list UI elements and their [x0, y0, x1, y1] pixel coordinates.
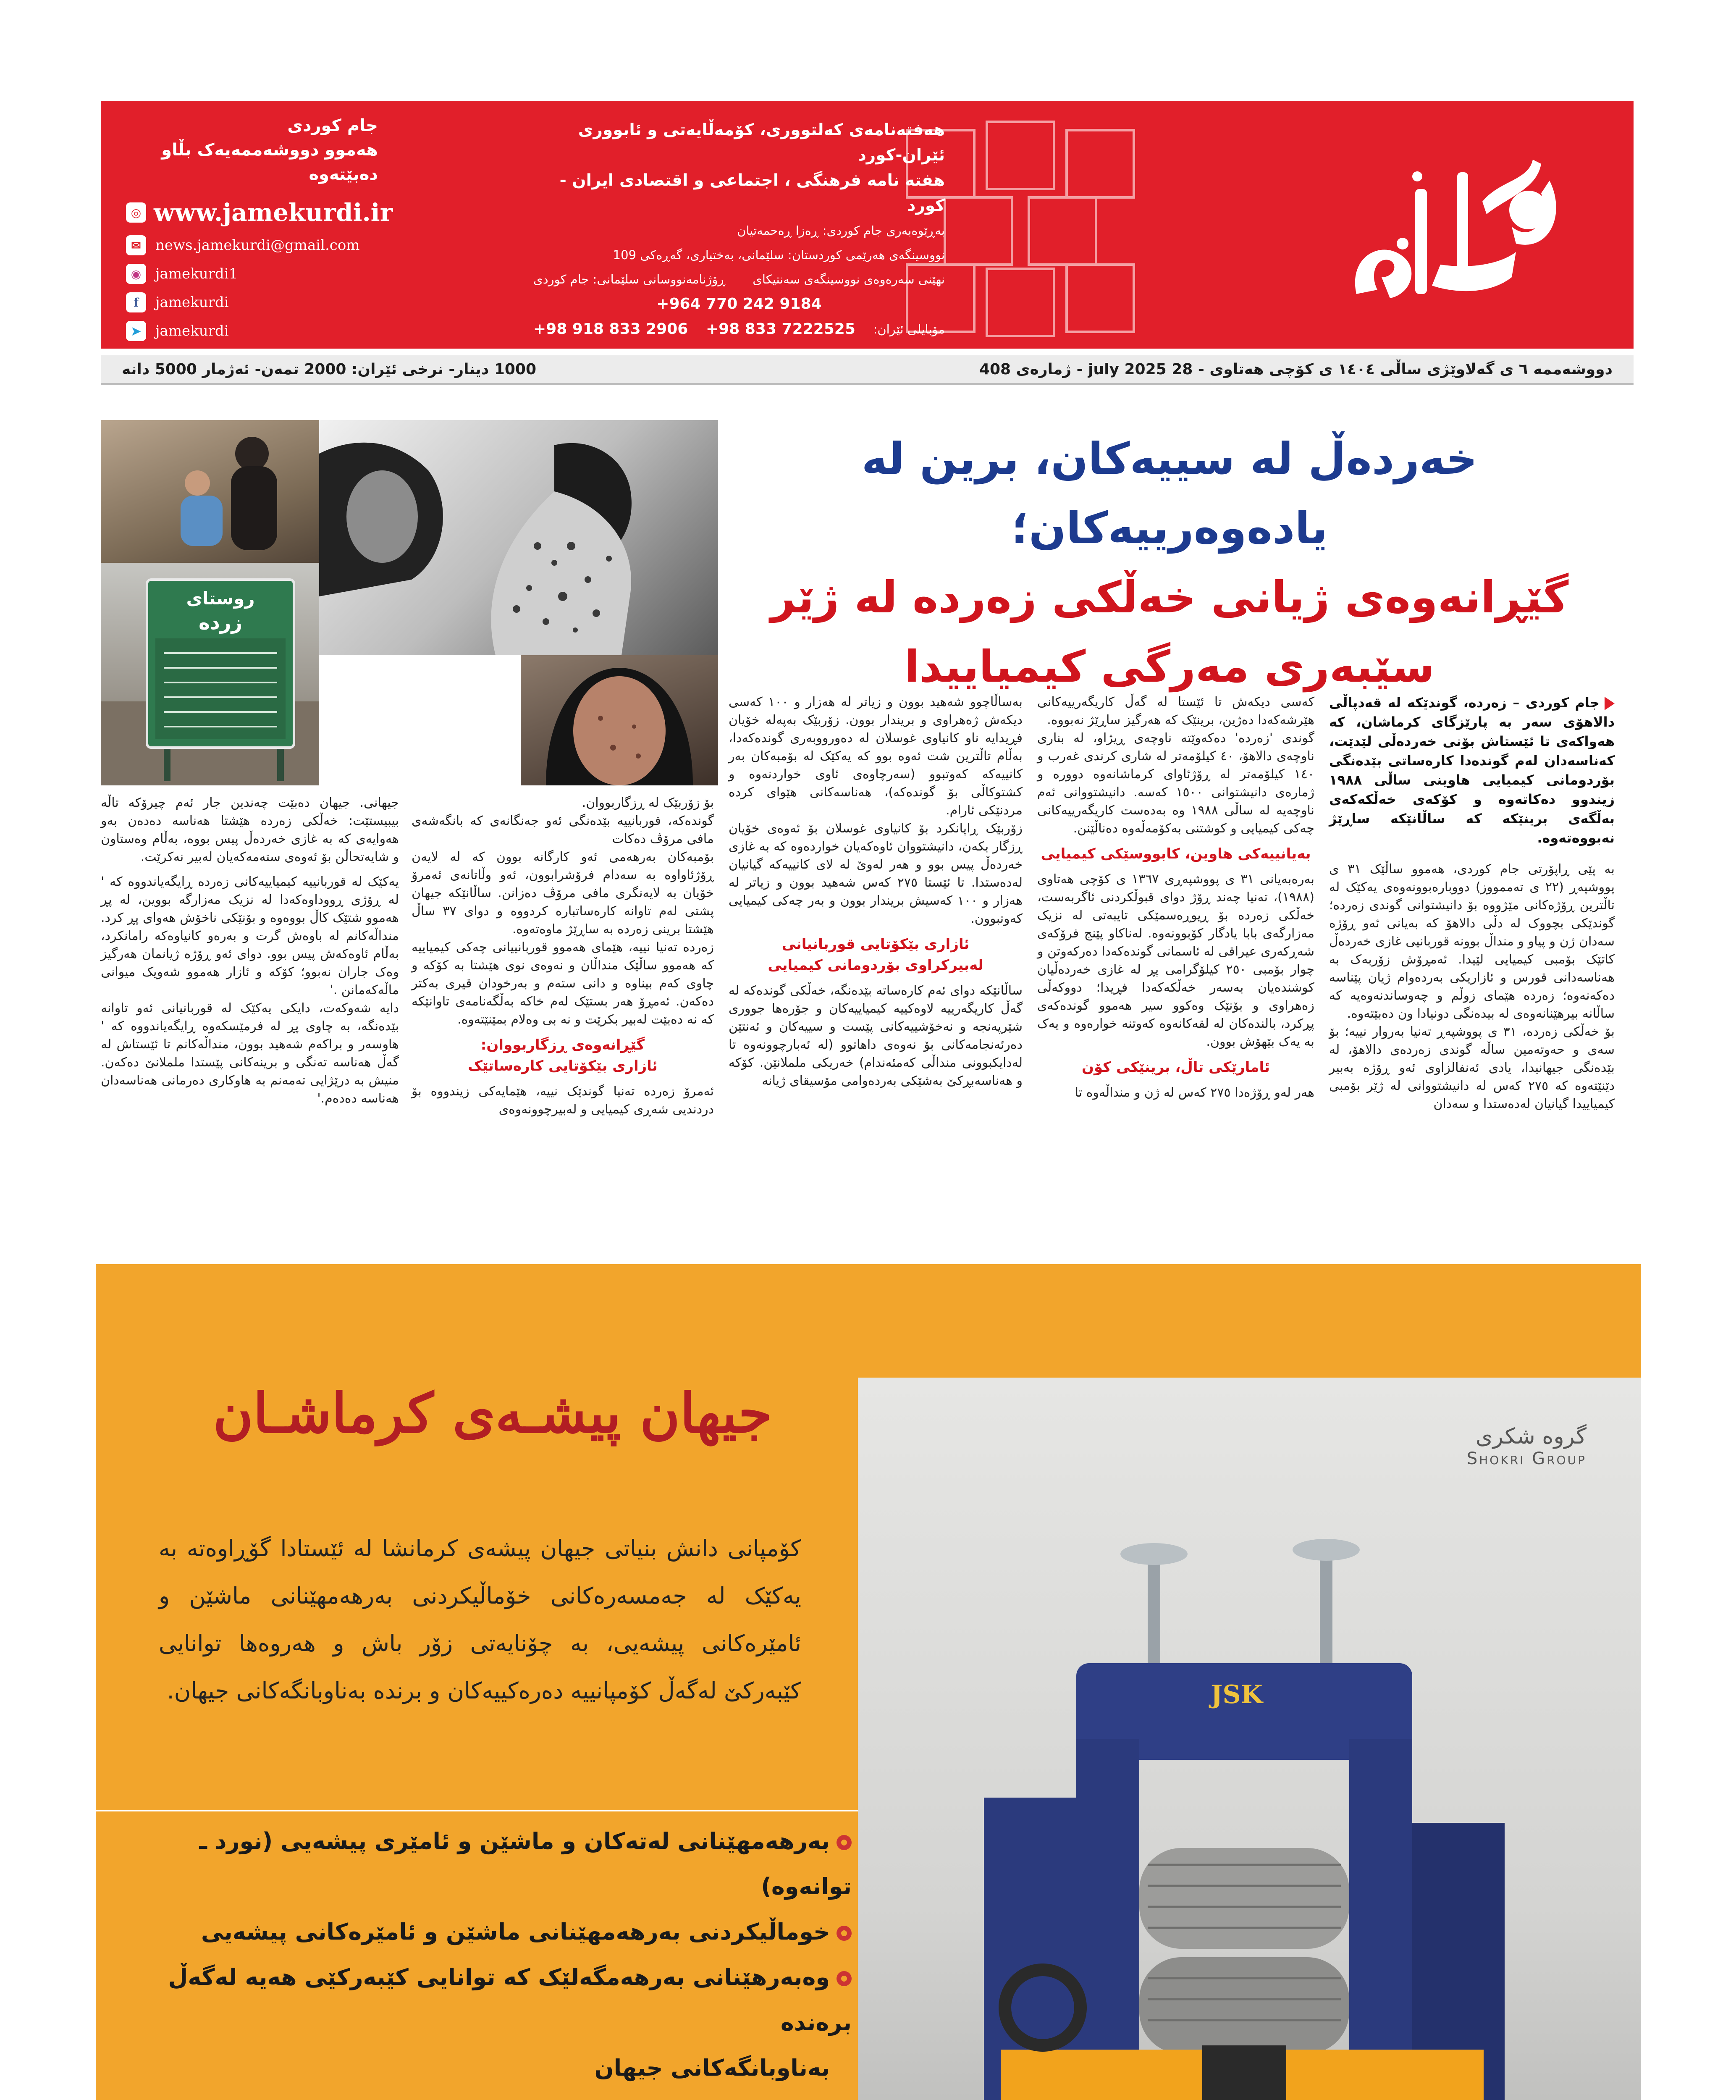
- paragraph: بۆمبەکان بەرهەمی ئەو کارگانە بوون کە لە لایەن ڕۆژئاواوە بە سەدام فرۆشرابوون، ئەو وڵاتانەی ئەمرۆ خۆیان بە لایەنگری مافی مرۆڤ دەزانن. ساڵانێکە جیهان پشتی لەم تاوانە کارەساتبارە کردووە و دوای ٣٧ ساڵ هێشتا برینی زەردە بە ساڕێژ ماوەتەوە.: [412, 850, 714, 937]
- sign-text-1: روستای: [186, 588, 255, 609]
- main-headline: [722, 424, 1617, 701]
- paragraph: زەردە تەنیا نییە، هێمای هەموو قوربانییانی چەکی کیمیاییە کە هەموو ساڵێک منداڵان و نەوەی نوی هێشتا بە کۆکە و چاوی کەم بیناوە و دانی ستەم و بەرخودان قیری بەکتر دەکەن. ئەمڕۆ هەر بستێک لەم خاکە بەڵگەنامەی تاوانێکە کە نە دەبێت لەبیر بکرێت و نە بی وەلام بمێنێتەوە.: [412, 940, 714, 1027]
- facebook-text[interactable]: jamekurdi: [155, 294, 229, 311]
- subheading-line: ئازاری بێکۆتایی قوربانیانی: [781, 936, 970, 953]
- bullet-icon: [837, 1926, 852, 1941]
- jam-kurdi-logo: [1331, 118, 1566, 328]
- subheading: بەیانییەکی هاوین، کابووسێکی کیمیایی: [1041, 845, 1311, 862]
- photo-scarred-back: [319, 420, 718, 655]
- paragraph: جیهانی. جیهان دەبێت چەندین جار ئەم چیرۆکە تاڵە بیبیستێت: خەڵکی زەردە هێشتا هەناسە دەدەن بەو هەوایەی کە بە غازی خەردەڵ پیس بووە، بەڵام وەستاون و شایەتحاڵن بۆ ئەوەی ستەمەکەیان لەبیر نەکرێت.: [101, 795, 399, 864]
- ad-bullet-item: [159, 1909, 852, 1955]
- instagram-icon: ◉: [126, 264, 146, 284]
- ad-divider: [96, 1810, 858, 1811]
- contact-title: جام کوردی: [287, 116, 378, 135]
- ad-body: کۆمپانی دانش بنیاتی جیهان پیشەی کرمانشا لە ئێستادا گۆڕاوەتە بە یەکێک لە جەمسەرەکانی خۆماڵیکردنی بەرهەمهێنانی ماشێن و ئامێرەکانی پیشەیی، بە چۆنایەتی زۆر باش و هەروەها توانایی کێبەرکێ لەگەڵ کۆمپانییە دەرەکییەکان و برندە بەناوبانگەکانی جیهان.: [159, 1535, 801, 1704]
- ad-bullet-list: [159, 1819, 852, 2091]
- paragraph: ئەمرۆ زەردە تەنیا گوندێک نییە، هێمایەکی زیندووە بۆ دردندیی شەڕی کیمیایی و لەبیرچوونەوەی: [412, 1084, 714, 1117]
- instagram-link[interactable]: [126, 264, 496, 284]
- tagline-kurdish: هەفتەنامەی کەلتووری، کۆمەڵایەتی و ئابووری ئێران-کورد: [578, 121, 945, 165]
- telegram-icon: ➤: [126, 321, 146, 341]
- lead-text: جام کوردی – زەردە، گوندێکە لە قەدپاڵی دالاهۆی سەر بە پارێزگای کرماشان، کە هەواکەی تا ئێستاش بۆنی خەردەڵی لێدێت، کەناسەدان لەم گوندەدا کارەساتی بێدەنگی بۆردومانی کیمیایی هاوینی ساڵی ١٩٨٨ زیندوو دەکاتەوە و کۆکەی خەڵکەکەی بەڵگەی برینێکە کە ساڵانێکە ساڕێژ نەبووەتەوە.: [1329, 695, 1615, 846]
- article-column-5: [101, 794, 399, 1108]
- triangle-bullet-icon: [1605, 697, 1615, 710]
- phone-iran-2: +98 918 833 2906: [533, 320, 688, 338]
- headline-line-3: سێبەری مەرگی کیمیاییدا: [904, 641, 1435, 692]
- photo-elderly-woman: [521, 655, 718, 785]
- email-link[interactable]: [126, 235, 496, 255]
- syndicate-b: ڕۆژنامەنووسانی سلێمانی: جام کوردی: [533, 272, 726, 286]
- telegram-text[interactable]: jamekurdi: [155, 323, 229, 339]
- bullet-icon: [837, 1835, 852, 1850]
- paragraph: گوندەکە، قوربانییە بێدەنگی ئەو جەنگانەی کە بانگەشەی مافی مرۆڤ دەکات: [412, 814, 714, 846]
- syndicate-line: [533, 267, 945, 291]
- phone-iran-1: +98 833 7222525: [706, 320, 855, 338]
- facebook-icon: f: [126, 292, 146, 312]
- paragraph: بۆ خەڵکی زەردە، ٣١ ی پووشپەڕ تەنیا بەروار نییە؛ بۆ سەی و حەوتەمین ساڵە گوندی زەردەی دالاهۆ، لە بێدەنگی جیهانیدا، یادی ئەنفالزاوی ئەو ڕۆژە بەبیر دێنێتەوە کە ٢٧٥ کەس لە دانیشتووانی لە ژێر بۆمبی کیمیاییدا گیانیان لەدەستدا و سەدان: [1329, 1024, 1615, 1111]
- article-lead: [1329, 693, 1615, 848]
- paragraph: بە پێی ڕاپۆرتی جام کوردی، هەموو ساڵێک ٣١ ی پووشپەڕ (٢٢ ی تەممووز) دووبارەبوونەوەی یەکێک لە تاڵترین ڕۆژەکانی مێژووە بۆ دانیشتوانی گوندی زەردە؛ گوندێکی بچووک لە دڵی دالاهۆ کە بەیانی ئەو ڕۆژە سەدان ژن و پیاو و منداڵ بوونە قوربانیی غازی خەردەڵ کاتێک بۆمبی کیمیایی لێیدا. ئەمڕۆش زۆربەک بە هەناسەدانی قورس و ئازاریکی بەردەوام ژیان پێناسە دەکەنەوە؛ زەردە هێمای زوڵم و چەوساندنەوەیە کە ساڵانە بیرهێنانەوەی لە بیدەنگی دونیادا ون دەبێتەوە.: [1329, 862, 1615, 1021]
- paragraph: بەساڵاچوو شەهید بوون و زیاتر لە هەزار و ١٠٠ کەسی دیکەش ژەهراوی و بریندار بوون. زۆربێک بەپەلە خۆیان فڕیدایە ناو کانیاوی غوسلان لە دەورووبەری گوندەکەدا، بەڵام تاڵترین شت ئەوە بوو کە یەکێک لە بۆمبەکان بەر کانییەکە کەوتبوو (سەرچاوەی ئاوی خواردنەوە و کشتوکاڵی بۆ گوندەکە)، هەناسەکانی هێوای کردە مردنێکی ئارام.: [729, 695, 1023, 818]
- publisher-line: بەڕێوەبەری جام کوردی: ڕەزا ڕەحمەتیان: [737, 223, 945, 238]
- headline-line-2: گێڕانەوەی ژیانی خەڵکی زەردە لە ژێر: [770, 572, 1569, 623]
- bullet-text: بەرهەمهێنانی لەتەکان و ماشێن و ئامێری پیشەیی (نورد ـ توانەوە): [199, 1828, 852, 1900]
- bullet-text: وەبەرهێنانی بەرهەمگەلێک کە توانایی کێبەرکێی هەیە لەگەڵ برەندە: [168, 1964, 852, 2036]
- sign-text-2: زرده: [199, 611, 242, 634]
- paragraph: دایە شەوکەت، دایکی یەکێک لە قوربانیانی ئەو تاوانە بێدەنگە، بە چاوی پڕ لە فرمێسکەوە ڕایگەیاندووە کە ' هاوسەر و براکەم شەهید بوون، منداڵەکانم تا ئێستاش لە گەڵ هەناسە تەنگی و برینەکانی پێستدا ململانێ دەکەن. منیش بە درێژایی تەمەنم بە هاوکاری دەرمانی هەناسەدان هەناسە دەدەم.': [101, 1001, 399, 1106]
- paragraph: بەرەبەیانی ٣١ ی پووشپەڕی ١٣٦٧ ی کۆچی هەتاوی (١٩٨٨)، تەنیا چەند ڕۆژ دوای قبوڵکردنی ئاگربەست، خەڵکی زەردە بۆ ڕیوڕەسمێکی تایبەتی لە نزیک مەزارگەی بابا یادگار کۆبوونەوە. لەناکاو پێنج فرۆکەی شەڕکەری عیراقی لە ئاسمانی گوندەکەدا دەرکەوتن و چوار بۆمبی ٢٥٠ کیلۆگرامی پڕ لە غازی خەردەڵیان کوشندەیان بەسەر خەڵکەکەدا فڕیدا؛ دووکەڵی زەهراوی و بۆنێک وەکوو سیر هەموو گوندەکەی پڕکرد، بالندەکان لە لقەکانەوە کەوتنە خوارەوە و یەک بە یەک بێهۆش بوون.: [1037, 872, 1314, 1049]
- email-icon: ✉: [126, 235, 146, 255]
- bullet-text: بەناوبانگەکانی جیهان: [594, 2055, 830, 2081]
- article-column-1: [1329, 693, 1615, 1113]
- subheading: [729, 934, 1023, 976]
- telegram-link[interactable]: [126, 321, 496, 341]
- ad-bullet-item-continued: [159, 2045, 852, 2091]
- subheading-line: لەبیرکراوی بۆردومانی کیمیایی: [768, 957, 983, 974]
- ad-bullet-item: [159, 1955, 852, 2045]
- paragraph: گوندی 'زەردە' دەکەوێتە ناوچەی ڕیژاو، لە بناری ناوچەی دالاهۆ، ٤٠ کیلۆمەتر لە شاری کرندی غەرب و ١٤٠ کیلۆمەتر لە ڕۆژئاوای کرماشانەوە دوورە و ژمارەی دانیشتوانی ١٥٠٠ کەسە. دانیشتووانی ئەم ناوچەیە لە ساڵی ١٩٨٨ وە بەدەست کاریگەرییەکانی چەکی کیمیایی و کوشتنی بەکۆمەڵەوە دەناڵێنن.: [1037, 731, 1314, 836]
- rolling-mill-machine: [950, 1504, 1538, 2100]
- phone-iraq: +964 770 242 9184: [656, 295, 822, 312]
- ad-bullet-item: [159, 1819, 852, 1909]
- shokri-en: Shokri Group: [1466, 1449, 1587, 1468]
- issue-bar: [101, 355, 1634, 385]
- contact-block: [126, 113, 496, 341]
- shokri-fa: گروه شکری: [1475, 1424, 1587, 1449]
- office-line: نووسینگەی هەرێمی کوردستان: سلێمانی، بەختیاری، گەڕەکی 109: [613, 248, 945, 262]
- article-column-2: [1037, 693, 1314, 1102]
- subheading-line: ئازاری بێکۆتایی کارەساتێک: [468, 1058, 658, 1074]
- paragraph: یەکێک لە قوربانییە کیمیاییەکانی زەردە ڕایگەیاندووە کە ' لە ڕۆژی ڕووداوەکەدا لە نزیک مەزارگە بووین، لە پڕ هەموو شتێک کاڵ بووەوە و بۆنێکی ناخۆش هەوای پڕ کرد. منداڵەکانم لە باوەش گرت و بەرەو کانیاوەکە رامانکرد، بەڵام ئاوەکەش پیس بوو. دوای ئەو ڕۆژە ژیانمان هەرگیز وەک جاران نەبوو؛ کۆکە و ئازار هەموو شەویک میوانی ماڵەکەمانن .': [101, 874, 399, 998]
- bullet-icon: [837, 1971, 852, 1986]
- photo-collage: [101, 420, 718, 785]
- tagline-persian: هفته نامه فرهنگی ، اجتماعی و اقتصادی ایران - کورد: [559, 171, 945, 215]
- issue-date: دووشەممە ٦ ی گەلاوێژی ساڵی ١٤٠٤ ی کۆچی هەتاوی - 28 july 2025 - ژمارەی 408: [979, 360, 1613, 378]
- facebook-link[interactable]: [126, 292, 496, 312]
- mobile-label: مۆبایلی ئێران:: [873, 322, 945, 336]
- email-text[interactable]: news.jamekurdi@gmail.com: [155, 237, 360, 254]
- subheading: ئامارێکی تاڵ، برینێکی کۆن: [1081, 1059, 1270, 1076]
- bullet-text: خوماڵیکردنی بەرهەمهێنانی ماشێن و ئامێرەکانی پیشەیی: [201, 1919, 830, 1945]
- contact-subtitle: هەموو دووشەممەیەک بڵاو دەبێتەوە: [161, 140, 378, 184]
- paragraph: کەسی دیکەش تا ئێستا لە گەڵ کاریگەرییەکانی هێرشەکەدا دەژین، برینێک کە هەرگیز ساڕێژ نەبووە.: [1037, 695, 1314, 727]
- machine-badge: JSK: [1211, 1680, 1263, 1709]
- ad-title: جیهان پیشـەی کرماشـان: [213, 1381, 772, 1445]
- paragraph: ساڵانێکە دوای ئەم کارەساتە بێدەنگە، خەڵکی گوندەکە لە گەڵ کاریگەرییە لاوەکییە کیمیاییەکان و جۆرەها جووری شێرپەنجە و نەخۆشییەکانی پێست و سییەکان و ئەنتێن دەرئەنجامەکانی بۆ نەوەی داهاتوو (لە ئەبارچوونەوە تا لەدایکبوونی منداڵی کەمئەندام) خەریکی ململانێن. کۆکە و هەناسەبڕکێ بەشێکی بەردەوامی مۆسیقای ژیانە: [729, 983, 1023, 1088]
- globe-icon: ◎: [126, 202, 146, 223]
- masthead-info: [533, 118, 945, 342]
- headline-line-1: خەردەڵ لە سییەکان، برین لە یادەوەرییەکان؛: [861, 433, 1478, 554]
- machine-photo: [858, 1378, 1641, 2100]
- instagram-text[interactable]: jamekurdi1: [155, 265, 238, 282]
- masthead: [101, 101, 1634, 349]
- syndicate-a: نهێنی سەرەوەی نووسینگەی سەنتیکای: [753, 272, 945, 286]
- paragraph: هەر لەو ڕۆژەدا ٢٧٥ کەس لە ژن و منداڵەوە تا: [1075, 1085, 1314, 1100]
- shokri-group-logo: [1467, 1424, 1587, 1468]
- subheading: [412, 1034, 714, 1076]
- paragraph: بۆ زۆربێک لە ڕزگاربووان.: [582, 795, 714, 810]
- photo-village-sign: [101, 563, 319, 785]
- paragraph: زۆربێک ڕاپانکرد بۆ کانیاوی غوسلان بۆ ئەوەی خۆیان ڕزگار بکەن، دانیشتووان ئاوەکەیان خواردەوە کە بە غازی خەردەڵ پیس بوو و هەر لەوێ لە لای کانییەکە گیانیان لەدەستدا. تا ئێستا ٢٧٥ کەس شەهید بوون و زیاتر لە هەزار و ١٠٠ کەسیش بریندار بوون و بەر چەکی کیمیایی کەوتبوون.: [729, 821, 1023, 926]
- article-column-3: [729, 693, 1023, 1090]
- advertisement: [96, 1264, 1641, 2100]
- article-column-4: [412, 794, 714, 1118]
- website-text[interactable]: www.jamekurdi.ir: [154, 198, 393, 227]
- website-link[interactable]: [126, 198, 496, 227]
- subheading-line: گێڕانەوەی ڕزگاربووان:: [480, 1037, 645, 1053]
- phones-iran: [533, 317, 945, 342]
- price-info: 1000 دینار- نرخی ئێران: 2000 تمەن- ئەژمار 5000 دانە: [122, 360, 537, 378]
